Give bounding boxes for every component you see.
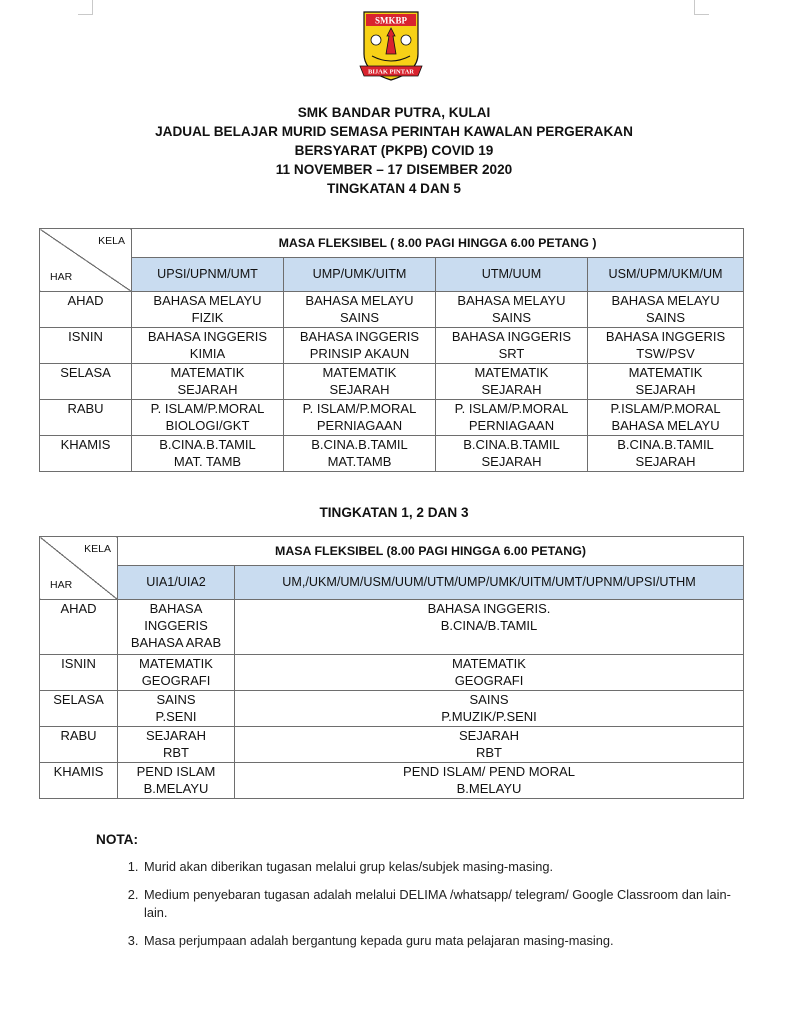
subject-cell: B.CINA.B.TAMIL SEJARAH xyxy=(436,436,588,472)
subject-cell: BAHASA INGGERIS PRINSIP AKAUN xyxy=(284,328,436,364)
title-dates: 11 NOVEMBER – 17 DISEMBER 2020 xyxy=(275,162,513,177)
subject-cell: P.ISLAM/P.MORAL BAHASA MELAYU xyxy=(588,400,744,436)
har-label: HAR xyxy=(50,271,73,283)
day-cell: ISNIN xyxy=(40,655,118,691)
subject-cell: B.CINA.B.TAMIL MAT.TAMB xyxy=(284,436,436,472)
har-label: HAR xyxy=(50,579,73,591)
title-school: SMK BANDAR PUTRA, KULAI xyxy=(297,105,491,120)
timetable-form-1-2-3 xyxy=(39,536,744,799)
table-row xyxy=(40,600,744,655)
subject-cell: BAHASA MELAYU FIZIK xyxy=(132,292,284,328)
timetable-form-4-5 xyxy=(39,228,744,472)
subject-cell: MATEMATIK SEJARAH xyxy=(588,364,744,400)
page-corner-mark-left xyxy=(78,0,93,15)
subject-cell: B.CINA.B.TAMIL SEJARAH xyxy=(588,436,744,472)
header-corner-cell xyxy=(40,537,118,600)
day-cell: SELASA xyxy=(40,364,132,400)
day-cell: SELASA xyxy=(40,691,118,727)
subject-cell: BAHASA MELAYU SAINS xyxy=(588,292,744,328)
subject-cell: BAHASA INGGERIS SRT xyxy=(436,328,588,364)
table-row xyxy=(40,763,744,799)
subject-cell: BAHASA INGGERIS BAHASA ARAB xyxy=(118,600,235,655)
subject-cell: MATEMATIK GEOGRAFI xyxy=(118,655,235,691)
subtitle-form-1-2-3: TINGKATAN 1, 2 DAN 3 xyxy=(319,505,469,520)
table-row xyxy=(40,292,744,328)
day-cell: AHAD xyxy=(40,600,118,655)
subject-cell: SEJARAH RBT xyxy=(118,727,235,763)
school-crest-logo xyxy=(358,10,424,86)
title-form-4-5: TINGKATAN 4 DAN 5 xyxy=(327,181,461,196)
subject-cell: BAHASA INGGERIS TSW/PSV xyxy=(588,328,744,364)
logo-motto: BIJAK PINTAR xyxy=(368,68,414,76)
subject-cell: PEND ISLAM B.MELAYU xyxy=(118,763,235,799)
column-header: USM/UPM/UKM/UM xyxy=(588,258,744,292)
subject-cell: B.CINA.B.TAMIL MAT. TAMB xyxy=(132,436,284,472)
table-row xyxy=(40,727,744,763)
kela-label: KELA xyxy=(84,543,111,555)
nota-list xyxy=(102,858,742,960)
title-pkpb: BERSYARAT (PKPB) COVID 19 xyxy=(294,143,494,158)
subject-cell: P. ISLAM/P.MORAL PERNIAGAAN xyxy=(436,400,588,436)
subject-cell: MATEMATIK SEJARAH xyxy=(284,364,436,400)
column-header: UTM/UUM xyxy=(436,258,588,292)
subject-cell: MATEMATIK SEJARAH xyxy=(436,364,588,400)
column-header: UM,/UKM/UM/USM/UUM/UTM/UMP/UMK/UITM/UMT/UPNM/UPSI/UTHM xyxy=(235,566,744,600)
subject-cell: SEJARAH RBT xyxy=(235,727,744,763)
list-item: 2. Medium penyebaran tugasan adalah melalui DELIMA /whatsapp/ telegram/ Google Classroom dan lain-lain. xyxy=(142,886,742,922)
subject-cell: MATEMATIK GEOGRAFI xyxy=(235,655,744,691)
list-item: 1. Murid akan diberikan tugasan melalui grup kelas/subjek masing-masing. xyxy=(142,858,742,876)
subject-cell: P. ISLAM/P.MORAL BIOLOGI/GKT xyxy=(132,400,284,436)
logo-text: SMKBP xyxy=(374,15,408,26)
masa-fleksibel-header: MASA FLEKSIBEL ( 8.00 PAGI HINGGA 6.00 PETANG ) xyxy=(132,229,744,258)
day-cell: AHAD xyxy=(40,292,132,328)
day-cell: RABU xyxy=(40,727,118,763)
day-cell: ISNIN xyxy=(40,328,132,364)
header-corner-cell xyxy=(40,229,132,292)
subject-cell: BAHASA MELAYU SAINS xyxy=(284,292,436,328)
column-header: UPSI/UPNM/UMT xyxy=(132,258,284,292)
subject-cell: BAHASA MELAYU SAINS xyxy=(436,292,588,328)
table-row xyxy=(40,400,744,436)
page-corner-mark-right xyxy=(694,0,709,15)
table-row xyxy=(40,328,744,364)
subject-cell: SAINS P.SENI xyxy=(118,691,235,727)
day-cell: KHAMIS xyxy=(40,763,118,799)
column-header: UIA1/UIA2 xyxy=(118,566,235,600)
title-schedule: JADUAL BELAJAR MURID SEMASA PERINTAH KAWALAN PERGERAKAN xyxy=(155,124,633,139)
table-row xyxy=(40,364,744,400)
subject-cell: BAHASA INGGERIS KIMIA xyxy=(132,328,284,364)
masa-fleksibel-header: MASA FLEKSIBEL (8.00 PAGI HINGGA 6.00 PETANG) xyxy=(118,537,744,566)
day-cell: KHAMIS xyxy=(40,436,132,472)
table-row xyxy=(40,691,744,727)
subject-cell: P. ISLAM/P.MORAL PERNIAGAAN xyxy=(284,400,436,436)
day-cell: RABU xyxy=(40,400,132,436)
subject-cell: BAHASA INGGERIS. B.CINA/B.TAMIL xyxy=(235,600,744,655)
document-title xyxy=(0,103,788,198)
subject-cell: PEND ISLAM/ PEND MORAL B.MELAYU xyxy=(235,763,744,799)
subject-cell: MATEMATIK SEJARAH xyxy=(132,364,284,400)
list-item: 3. Masa perjumpaan adalah bergantung kepada guru mata pelajaran masing-masing. xyxy=(142,932,742,950)
nota-heading: NOTA: xyxy=(96,832,139,847)
table-row xyxy=(40,655,744,691)
table-row xyxy=(40,436,744,472)
column-header: UMP/UMK/UITM xyxy=(284,258,436,292)
kela-label: KELA xyxy=(98,235,125,247)
subject-cell: SAINS P.MUZIK/P.SENI xyxy=(235,691,744,727)
